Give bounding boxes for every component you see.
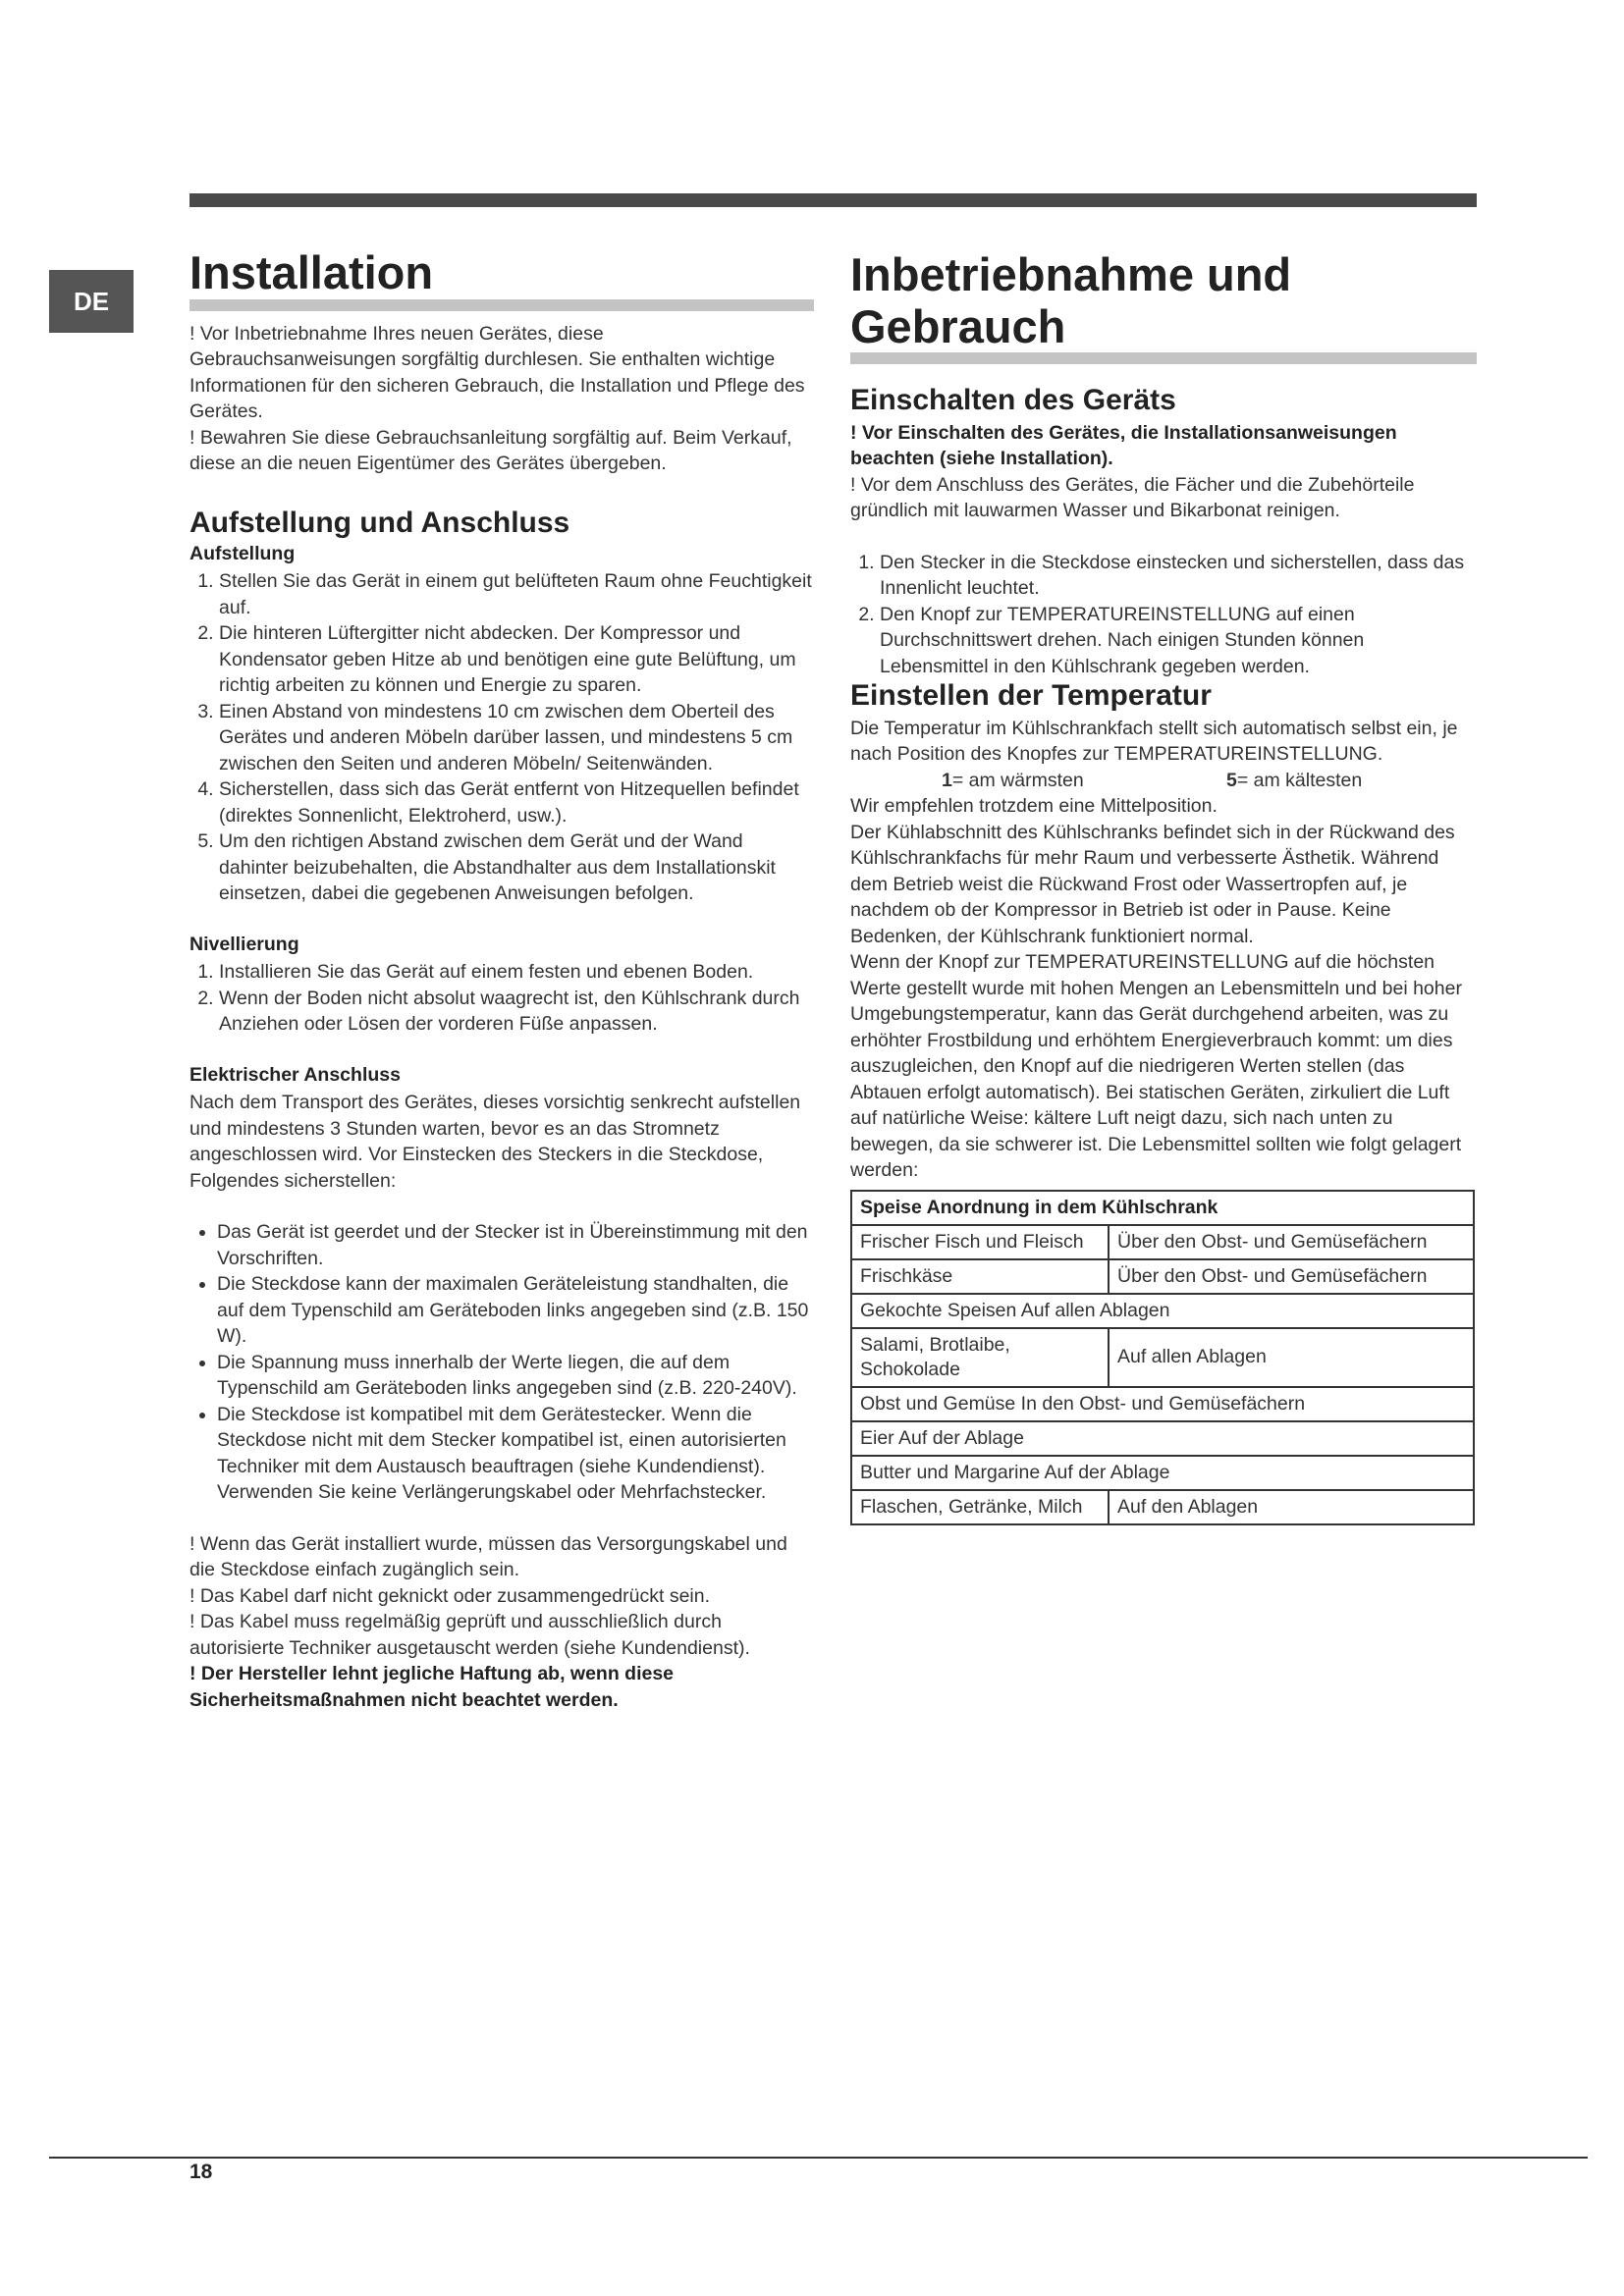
table-header-row bbox=[851, 1191, 1474, 1225]
list-item: • Die Steckdose kann der maximalen Geräteleistung standhalten, die auf dem Typenschild am Geräteboden links angegeben sind (z.B. 150 W). bbox=[217, 1271, 814, 1350]
note-3: ! Das Kabel muss regelmäßig geprüft und ausschließlich durch autorisierte Techniker ausgetauscht werden (siehe Kundendienst). bbox=[189, 1611, 750, 1659]
nivellierung-heading: Nivellierung bbox=[189, 933, 299, 955]
table-row bbox=[851, 1421, 1474, 1456]
table-cell-food: Flaschen, Getränke, Milch bbox=[851, 1490, 1109, 1524]
table-row bbox=[851, 1456, 1474, 1490]
intro-paragraph-2: ! Bewahren Sie diese Gebrauchsanleitung sorgfältig auf. Beim Verkauf, diese an die neuen Eigentümer des Gerätes übergeben. bbox=[189, 426, 792, 475]
list-item: 3. Einen Abstand von mindestens 10 cm zwischen dem Oberteil des Gerätes und anderen Möbeln darüber lassen, und mindestens 5 cm zwischen den Seiten und anderen Möbeln/ Seitenwänden. bbox=[219, 699, 814, 777]
table-cell-food: Salami, Brotlaibe, Schokolade bbox=[851, 1328, 1109, 1387]
list-item: • Die Steckdose ist kompatibel mit dem Gerätestecker. Wenn die Steckdose nicht mit dem Stecker kompatibel ist, einen autorisierten Techniker mit dem Austausch beauftragen (siehe Kundendienst). Verwenden Sie keine Verlängerungskabel oder Mehrfachstecker. bbox=[217, 1402, 814, 1506]
aufstellung-list bbox=[189, 568, 814, 907]
table-row bbox=[851, 1225, 1474, 1259]
installation-title-wrap bbox=[189, 247, 814, 311]
elektrisch-bullets bbox=[189, 1219, 814, 1506]
list-item: 5. Um den richtigen Abstand zwischen dem Gerät und der Wand dahinter beizubehalten, die Abstandhalter aus dem Installationskit einsetzen, dabei die gegebenen Anweisungen befolgen. bbox=[219, 828, 814, 907]
note-1: ! Wenn das Gerät installiert wurde, müssen das Versorgungskabel und die Steckdose einfach zugänglich sein. bbox=[189, 1532, 787, 1581]
temperatur-text-1: Die Temperatur im Kühlschrankfach stellt sich automatisch selbst ein, je nach Position des Knopfes zur TEMPERATUREINSTELLUNG. bbox=[850, 717, 1458, 766]
table-cell-food: Gekochte Speisen Auf allen Ablagen bbox=[851, 1294, 1474, 1328]
nivellierung-list bbox=[189, 959, 814, 1038]
list-item: 2. Den Knopf zur TEMPERATUREINSTELLUNG auf einen Durchschnittswert drehen. Nach einigen Stunden können Lebensmittel in den Kühlschrank gegeben werden. bbox=[880, 602, 1477, 680]
aufstellung-heading: Aufstellung bbox=[189, 543, 296, 565]
einschalten-note: ! Vor dem Anschluss des Gerätes, die Fächer und die Zubehörteile gründlich mit lauwarmen Wasser und Bikarbonat reinigen. bbox=[850, 473, 1415, 522]
section-title-aufstellung-anschluss: Aufstellung und Anschluss bbox=[189, 506, 570, 539]
table-cell-food: Eier Auf der Ablage bbox=[851, 1421, 1474, 1456]
top-rule bbox=[189, 193, 1477, 207]
temperatur-heading: Einstellen der Temperatur bbox=[850, 679, 1212, 713]
einschalten-heading: Einschalten des Geräts bbox=[850, 384, 1176, 417]
language-tab: DE bbox=[49, 270, 134, 333]
list-item: 2. Die hinteren Lüftergitter nicht abdecken. Der Kompressor und Kondensator geben Hitze ab und benötigen eine gute Belüftung, um richtig arbeiten zu können und Energie zu sparen. bbox=[219, 620, 814, 699]
elektrisch-text: Nach dem Transport des Gerätes, dieses vorsichtig senkrecht aufstellen und mindestens 3 Stunden warten, bevor es an das Stromnetz angeschlossen wird. Vor Einstecken des Steckers in die Steckdose, Folgendes sicherstellen: bbox=[189, 1092, 801, 1192]
temperature-scale bbox=[850, 768, 1477, 794]
liability-warning: ! Der Hersteller lehnt jegliche Haftung ab, wenn diese Sicherheitsmaßnahmen nicht beachtet werden. bbox=[189, 1663, 675, 1711]
installation-title: Installation bbox=[189, 246, 434, 298]
temperatur-text-3: Der Kühlabschnitt des Kühlschranks befindet sich in der Rückwand des Kühlschrankfachs für mehr Raum und verbesserte Ästhetik. Während dem Betrieb weist die Rückwand Frost oder Wassertropfen auf, je nachdem ob der Kompressor in Betrieb ist oder in Pause. Keine Bedenken, der Kühlschrank funktioniert normal. bbox=[850, 821, 1455, 947]
food-storage-table bbox=[850, 1190, 1475, 1525]
temperatur-text-4: Wenn der Knopf zur TEMPERATUREINSTELLUNG auf die höchsten Werte gestellt wurde mit hohen Mengen an Lebensmitteln und bei hoher Umgebungstemperatur, kann das Gerät durchgehend arbeiten, was zu erhöhter Frostbildung und erhöhtem Energieverbrauch kommt: um dies auszugleichen, den Knopf auf die niedrigeren Werten stellen (das Abtauen erfolgt automatisch). Bei statischen Geräten, zirkuliert die Luft auf natürliche Weise: kältere Luft neigt dazu, sich nach unten zu bewegen, da sie schwerer ist. Die Lebensmittel sollten wie folgt gelagert werden: bbox=[850, 951, 1462, 1182]
list-item: 1. Stellen Sie das Gerät in einem gut belüfteten Raum ohne Feuchtigkeit auf. bbox=[219, 568, 814, 620]
table-cell-food: Butter und Margarine Auf der Ablage bbox=[851, 1456, 1474, 1490]
table-cell-food: Frischer Fisch und Fleisch bbox=[851, 1225, 1109, 1259]
table-header: Speise Anordnung in dem Kühlschrank bbox=[851, 1191, 1474, 1225]
table-cell-place: Auf allen Ablagen bbox=[1109, 1328, 1474, 1387]
left-column bbox=[189, 247, 814, 1713]
list-item: 2. Wenn der Boden nicht absolut waagrecht ist, den Kühlschrank durch Anziehen oder Lösen der vorderen Füße anpassen. bbox=[219, 986, 814, 1038]
table-cell-place: Über den Obst- und Gemüsefächern bbox=[1109, 1259, 1474, 1294]
table-row bbox=[851, 1294, 1474, 1328]
scale-coldest: 5= am kältesten bbox=[1226, 769, 1363, 791]
list-item: • Die Spannung muss innerhalb der Werte liegen, die auf dem Typenschild am Geräteboden links angegeben sind (z.B. 220-240V). bbox=[217, 1350, 814, 1402]
inbetriebnahme-title-line-1: Inbetriebnahme und bbox=[850, 248, 1292, 300]
einschalten-list bbox=[850, 550, 1477, 680]
table-row bbox=[851, 1328, 1474, 1387]
list-item: 1. Installieren Sie das Gerät auf einem festen und ebenen Boden. bbox=[219, 959, 814, 986]
footer-rule bbox=[49, 2157, 1588, 2159]
list-item: • Das Gerät ist geerdet und der Stecker ist in Übereinstimmung mit den Vorschriften. bbox=[217, 1219, 814, 1271]
table-row bbox=[851, 1259, 1474, 1294]
table-row bbox=[851, 1387, 1474, 1421]
note-2: ! Das Kabel darf nicht geknickt oder zusammengedrückt sein. bbox=[189, 1584, 711, 1607]
list-item: 1. Den Stecker in die Steckdose einstecken und sicherstellen, dass das Innenlicht leuchtet. bbox=[880, 550, 1477, 602]
einschalten-bold-note: ! Vor Einschalten des Gerätes, die Installationsanweisungen beachten (siehe Installation). bbox=[850, 421, 1397, 470]
table-cell-food: Obst und Gemüse In den Obst- und Gemüsefächern bbox=[851, 1387, 1474, 1421]
scale-warmest: 1= am wärmsten bbox=[942, 769, 1084, 791]
elektrisch-heading: Elektrischer Anschluss bbox=[189, 1063, 401, 1086]
table-row bbox=[851, 1490, 1474, 1524]
list-item: 4. Sicherstellen, dass sich das Gerät entfernt von Hitzequellen befindet (direktes Sonnenlicht, Elektroherd, usw.). bbox=[219, 776, 814, 828]
right-column bbox=[850, 249, 1477, 1525]
temperatur-text-2: Wir empfehlen trotzdem eine Mittelposition. bbox=[850, 795, 1218, 818]
table-cell-place: Über den Obst- und Gemüsefächern bbox=[1109, 1225, 1474, 1259]
table-cell-food: Frischkäse bbox=[851, 1259, 1109, 1294]
inbetriebnahme-title-wrap bbox=[850, 249, 1477, 364]
intro-paragraph-1: ! Vor Inbetriebnahme Ihres neuen Gerätes, diese Gebrauchsanweisungen sorgfältig durchlesen. Sie enthalten wichtige Informationen für den sicheren Gebrauch, die Installation und Pflege des Gerätes. bbox=[189, 322, 805, 423]
page-number: 18 bbox=[189, 2161, 213, 2183]
table-cell-place: Auf den Ablagen bbox=[1109, 1490, 1474, 1524]
inbetriebnahme-title-line-2: Gebrauch bbox=[850, 299, 1066, 352]
